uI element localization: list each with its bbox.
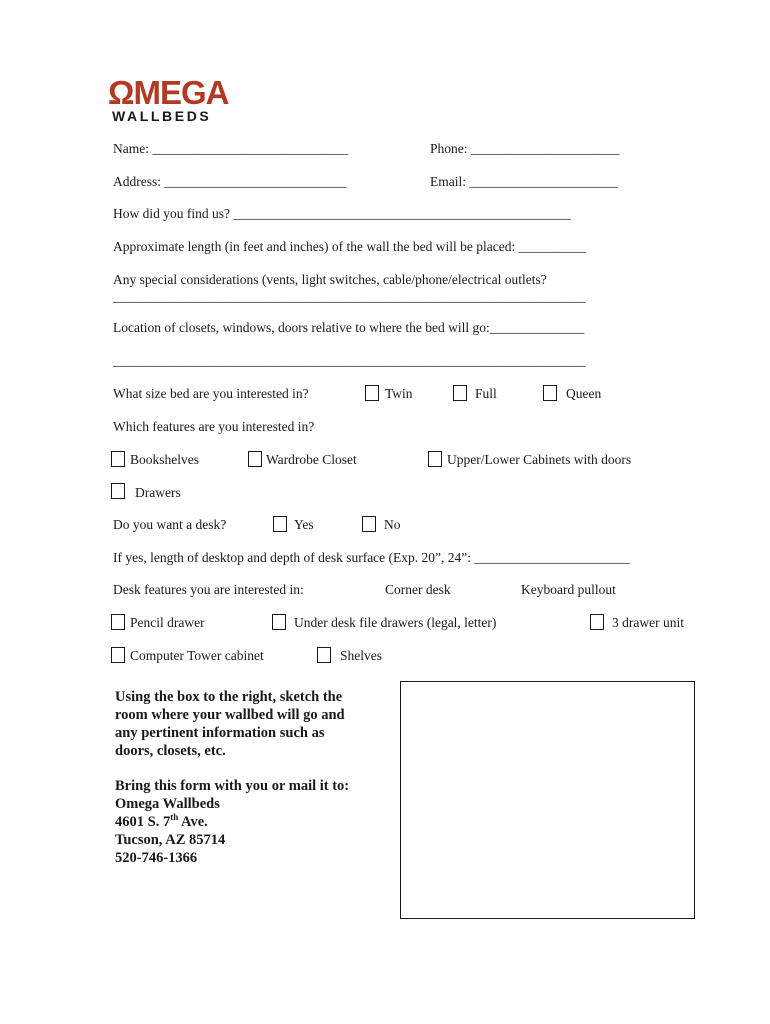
computer-tower-checkbox[interactable] [111, 647, 125, 663]
email-field[interactable]: Email: ______________________ [430, 174, 618, 189]
desk-features-label: Desk features you are interested in: [113, 582, 304, 597]
mail-city: Tucson, AZ 85714 [115, 832, 226, 848]
full-label: Full [475, 386, 497, 401]
sketch-instruction-line-2: room where your wallbed will go and [115, 707, 345, 723]
mail-street: 4601 S. 7th Ave. [115, 812, 208, 830]
cabinets-label: Upper/Lower Cabinets with doors [447, 452, 632, 467]
mail-company: Omega Wallbeds [115, 796, 220, 812]
sketch-instruction-line-3: any pertinent information such as [115, 725, 325, 741]
logo-subtitle: WALLBEDS [112, 108, 212, 124]
computer-tower-label: Computer Tower cabinet [130, 648, 264, 663]
features-question: Which features are you interested in? [113, 419, 315, 434]
special-considerations-label: Any special considerations (vents, light switches, cable/phone/electrical outlets? [113, 272, 547, 287]
full-checkbox[interactable] [453, 385, 467, 401]
special-considerations-line[interactable]: ______________________________________________________________________ [113, 289, 586, 304]
bookshelves-label: Bookshelves [130, 452, 199, 467]
sketch-instruction-line-1: Using the box to the right, sketch the [115, 689, 343, 705]
drawers-checkbox[interactable] [111, 483, 125, 499]
pencil-drawer-checkbox[interactable] [111, 614, 125, 630]
address-field[interactable]: Address: ___________________________ [113, 174, 347, 189]
closets-location-field[interactable]: Location of closets, windows, doors relative to where the bed will go:______________ [113, 320, 585, 335]
wardrobe-closet-checkbox[interactable] [248, 451, 262, 467]
twin-label: Twin [385, 386, 413, 401]
sketch-box[interactable] [400, 681, 695, 919]
wall-length-field[interactable]: Approximate length (in feet and inches) of the wall the bed will be placed: __________ [113, 239, 587, 254]
cabinets-checkbox[interactable] [428, 451, 442, 467]
file-drawers-checkbox[interactable] [272, 614, 286, 630]
wardrobe-closet-label: Wardrobe Closet [266, 452, 357, 467]
bed-size-question: What size bed are you interested in? [113, 386, 309, 401]
found-us-field[interactable]: How did you find us? __________________________________________________ [113, 206, 571, 221]
drawers-label: Drawers [135, 485, 181, 500]
mail-phone: 520-746-1366 [115, 850, 198, 866]
desk-no-checkbox[interactable] [362, 516, 376, 532]
desk-yes-label: Yes [294, 517, 314, 532]
twin-checkbox[interactable] [365, 385, 379, 401]
mail-heading: Bring this form with you or mail it to: [115, 778, 350, 794]
desk-length-field[interactable]: If yes, length of desktop and depth of desk surface (Exp. 20”, 24”: _______________________ [113, 550, 630, 565]
bookshelves-checkbox[interactable] [111, 451, 125, 467]
company-logo [108, 74, 229, 124]
queen-label: Queen [566, 386, 602, 401]
shelves-checkbox[interactable] [317, 647, 331, 663]
desk-no-label: No [384, 517, 401, 532]
shelves-label: Shelves [340, 648, 382, 663]
name-field[interactable]: Name: _____________________________ [113, 141, 349, 156]
queen-checkbox[interactable] [543, 385, 557, 401]
file-drawers-label: Under desk file drawers (legal, letter) [294, 615, 497, 630]
desk-yes-checkbox[interactable] [273, 516, 287, 532]
closets-location-line[interactable]: ______________________________________________________________________ [113, 353, 586, 368]
three-drawer-unit-checkbox[interactable] [590, 614, 604, 630]
three-drawer-unit-label: 3 drawer unit [612, 615, 684, 630]
phone-field[interactable]: Phone: ______________________ [430, 141, 620, 156]
logo-wordmark: ΩMEGA [108, 74, 229, 111]
corner-desk-label: Corner desk [385, 582, 451, 597]
keyboard-pullout-label: Keyboard pullout [521, 582, 616, 597]
desk-question: Do you want a desk? [113, 517, 227, 532]
pencil-drawer-label: Pencil drawer [130, 615, 205, 630]
sketch-instruction-line-4: doors, closets, etc. [115, 743, 226, 759]
